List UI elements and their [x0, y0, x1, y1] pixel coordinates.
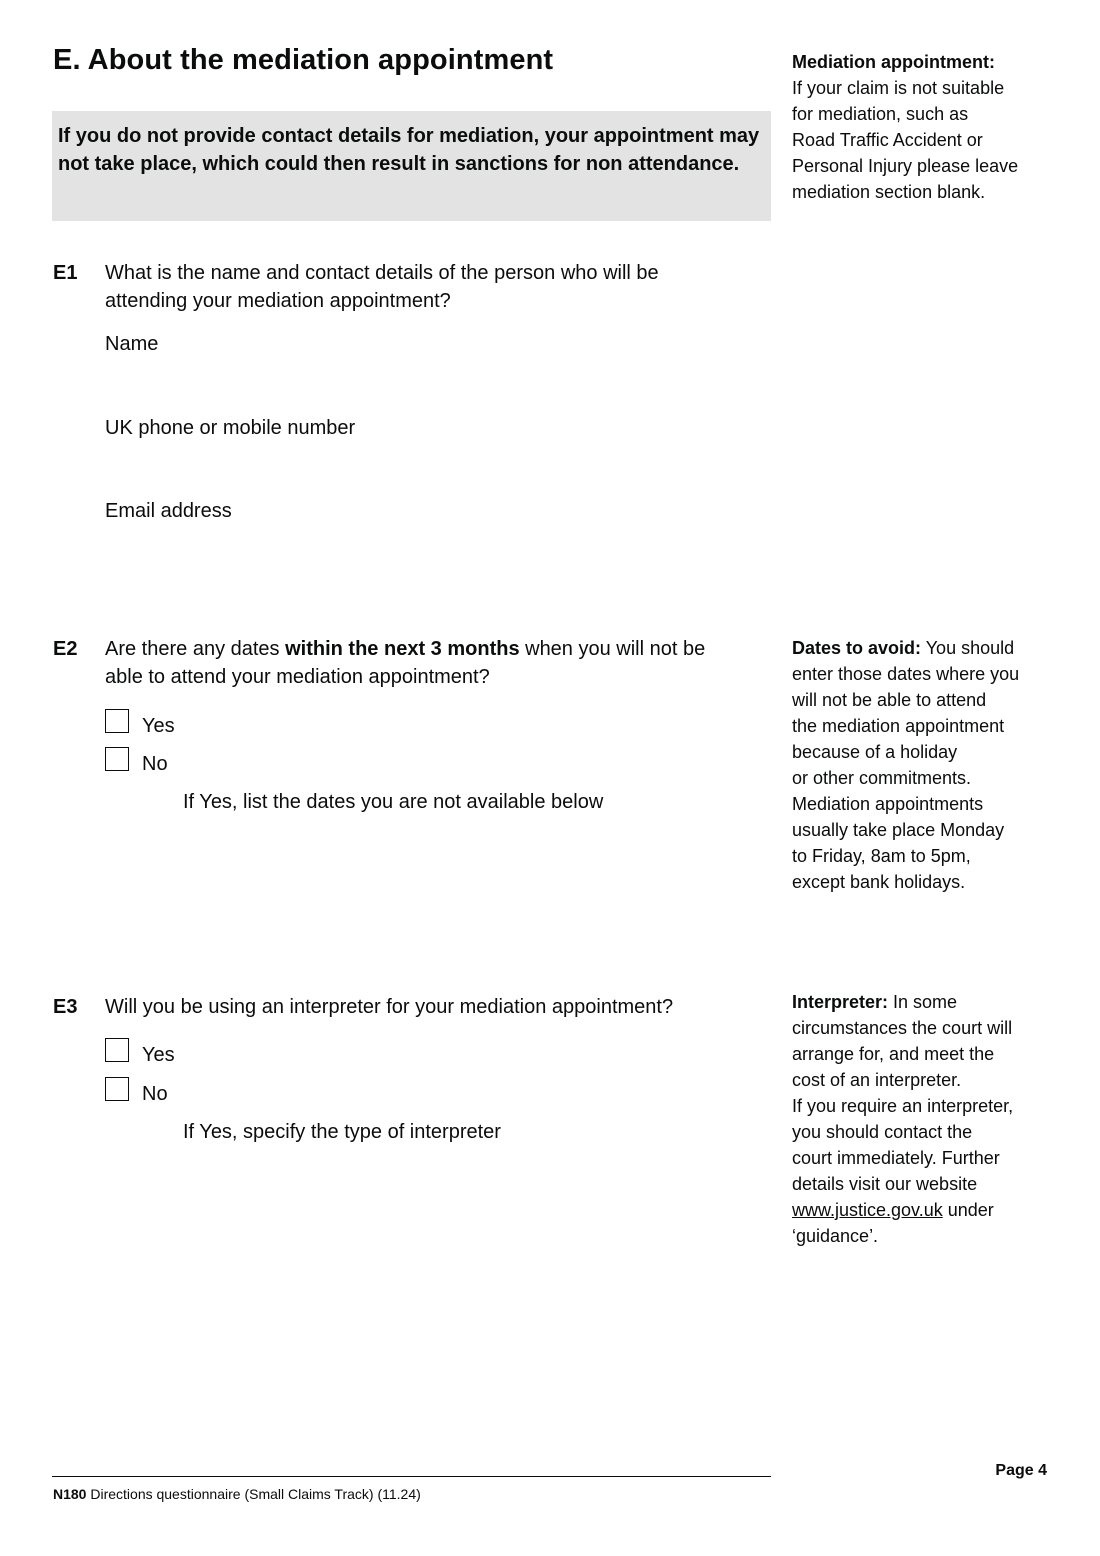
question-number-e3: E3	[53, 996, 78, 1018]
sidebar-mediation-line: Personal Injury please leave	[792, 156, 1019, 176]
e2-followup-label: If Yes, list the dates you are not available below	[183, 791, 604, 813]
sidebar-interpreter-line: you should contact the	[792, 1122, 973, 1142]
sidebar-interpreter-heading: Interpreter:	[792, 992, 889, 1012]
question-number-e1: E1	[53, 262, 78, 284]
e2-yes-label: Yes	[142, 715, 175, 737]
sidebar-dates-line: except bank holidays.	[792, 872, 966, 892]
question-e2-text-post: when you will not be	[519, 638, 706, 660]
sidebar-dates-line: or other commitments.	[792, 768, 972, 788]
e3-yes-checkbox[interactable]	[105, 1038, 129, 1062]
sidebar-interpreter-line: In some	[888, 992, 958, 1012]
sidebar-interpreter-line: under	[942, 1200, 994, 1220]
e3-no-checkbox[interactable]	[105, 1077, 129, 1101]
question-e1-line1: What is the name and contact details of the person who will be	[105, 262, 659, 284]
question-e2-line1	[105, 635, 705, 663]
sidebar-interpreter-line: circumstances the court will	[792, 1018, 1013, 1038]
sidebar-mediation-line: mediation section blank.	[792, 182, 986, 202]
sidebar-dates-note	[792, 635, 1054, 895]
e3-yes-label: Yes	[142, 1044, 175, 1066]
e3-no-label: No	[142, 1083, 168, 1105]
question-text-e2	[105, 635, 705, 691]
footer-form-code: N180	[53, 1486, 87, 1502]
sidebar-dates-heading: Dates to avoid:	[792, 638, 922, 658]
question-e2-line2: able to attend your mediation appointment?	[105, 666, 490, 688]
sidebar-dates-line: will not be able to attend	[792, 690, 987, 710]
sidebar-mediation-line: If your claim is not suitable	[792, 78, 1005, 98]
sidebar-dates-line: Mediation appointments	[792, 794, 984, 814]
section-title: E. About the mediation appointment	[53, 44, 554, 76]
question-e2-text-pre: Are there any dates	[105, 638, 286, 660]
sidebar-dates-line: to Friday, 8am to 5pm,	[792, 846, 971, 866]
sidebar-interpreter-line: If you require an interpreter,	[792, 1096, 1014, 1116]
mediation-notice: If you do not provide contact details for mediation, your appointment may not take place, which could then result in sanctions for non attendance.	[52, 111, 771, 221]
sidebar-interpreter-line: arrange for, and meet the	[792, 1044, 995, 1064]
footer-form-reference	[53, 1486, 421, 1502]
sidebar-dates-line: usually take place Monday	[792, 820, 1005, 840]
name-field-label: Name	[105, 333, 159, 355]
sidebar-interpreter-note	[792, 989, 1054, 1249]
sidebar-interpreter-line: cost of an interpreter.	[792, 1070, 962, 1090]
question-e2-text-bold: within the next 3 months	[285, 638, 520, 660]
sidebar-mediation-line: for mediation, such as	[792, 104, 969, 124]
e2-yes-checkbox[interactable]	[105, 709, 129, 733]
sidebar-mediation-line: Road Traffic Accident or	[792, 130, 983, 150]
sidebar-dates-line: because of a holiday	[792, 742, 958, 762]
question-number-e2: E2	[53, 638, 78, 660]
page-number: Page 4	[995, 1462, 1047, 1479]
email-field-label: Email address	[105, 500, 232, 522]
e3-followup-label: If Yes, specify the type of interpreter	[183, 1121, 501, 1143]
footer-divider	[52, 1476, 771, 1477]
sidebar-interpreter-line: details visit our website	[792, 1174, 978, 1194]
footer-form-title: Directions questionnaire (Small Claims Track) (11.24)	[86, 1486, 421, 1502]
sidebar-dates-line: the mediation appointment	[792, 716, 1005, 736]
e2-no-label: No	[142, 753, 168, 775]
sidebar-dates-line: You should	[921, 638, 1015, 658]
sidebar-mediation-heading: Mediation appointment:	[792, 52, 995, 72]
justice-website-link[interactable]: www.justice.gov.uk	[792, 1200, 943, 1220]
sidebar-dates-line: enter those dates where you	[792, 664, 1020, 684]
sidebar-interpreter-line: court immediately. Further	[792, 1148, 1000, 1168]
question-text-e1	[105, 259, 659, 315]
phone-field-label: UK phone or mobile number	[105, 417, 356, 439]
sidebar-interpreter-line: ‘guidance’.	[792, 1226, 879, 1246]
sidebar-mediation-note	[792, 49, 1054, 205]
e2-no-checkbox[interactable]	[105, 747, 129, 771]
question-text-e3: Will you be using an interpreter for your mediation appointment?	[105, 996, 674, 1018]
question-e1-line2: attending your mediation appointment?	[105, 290, 451, 312]
